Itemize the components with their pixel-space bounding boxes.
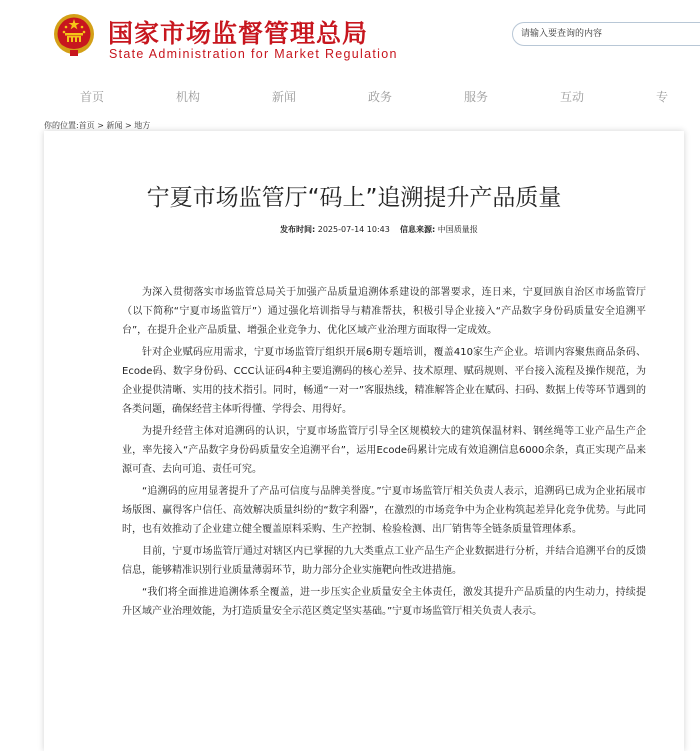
site-header bbox=[0, 0, 700, 80]
breadcrumb-separator: > bbox=[94, 121, 107, 130]
publish-time-label: 发布时间: bbox=[280, 225, 316, 234]
breadcrumb-link-news[interactable]: 新闻 bbox=[106, 121, 123, 130]
source-value: 中国质量报 bbox=[437, 225, 478, 234]
main-nav bbox=[0, 88, 700, 108]
nav-item-interaction[interactable]: 互动 bbox=[560, 90, 585, 104]
article-paragraph: 为提升经营主体对追溯码的认识，宁夏市场监管厅引导全区规模较大的建筑保温材料、钢丝绳等工业产品生产企业，率先接入“产品数字身份码质量安全追溯平台”，运用Ecode码累计完成有效追溯信息6000余条，真正实现产品来源可查、去向可追、责任可究。 bbox=[122, 426, 646, 475]
breadcrumb-separator: > bbox=[122, 121, 135, 130]
article-meta bbox=[280, 224, 478, 235]
article-body bbox=[122, 283, 646, 624]
breadcrumb bbox=[44, 120, 150, 131]
search-box bbox=[512, 22, 700, 46]
nav-item-special[interactable]: 专 bbox=[656, 90, 669, 104]
article-paragraph: 目前，宁夏市场监管厅通过对辖区内已掌握的九大类重点工业产品生产企业数据进行分析，并结合追溯平台的反馈信息，能够精准识别行业质量薄弱环节，助力部分企业实施靶向性改进措施。 bbox=[122, 546, 646, 576]
article-card bbox=[44, 131, 684, 751]
breadcrumb-prefix: 你的位置: bbox=[44, 121, 79, 130]
breadcrumb-link-home[interactable]: 首页 bbox=[78, 121, 95, 130]
nav-item-services[interactable]: 服务 bbox=[464, 90, 489, 104]
publish-time: 2025-07-14 10:43 bbox=[317, 225, 390, 234]
article-paragraph: “追溯码的应用显著提升了产品可信度与品牌美誉度。”宁夏市场监管厅相关负责人表示，追溯码已成为企业拓展市场版图、赢得客户信任、高效解决质量纠纷的“数字利器”，在激烈的市场竞争中为企业构筑起差异化竞争优势。与此同时，也有效推动了企业建立健全覆盖原料采购、生产控制、检验检测、出厂销售等全链条质量管理体系。 bbox=[122, 486, 646, 535]
nav-item-government-affairs[interactable]: 政务 bbox=[368, 90, 393, 104]
source-label: 信息来源: bbox=[400, 225, 436, 234]
site-title-en: State Administration for Market Regulation bbox=[109, 47, 398, 61]
nav-item-home[interactable]: 首页 bbox=[80, 90, 105, 104]
article-paragraph: “我们将全面推进追溯体系全覆盖，进一步压实企业质量安全主体责任，激发其提升产品质量的内生动力，持续提升区域产业治理效能，为打造质量安全示范区奠定坚实基础。”宁夏市场监管厅相关负责人表示。 bbox=[122, 587, 646, 617]
site-title-cn: 国家市场监督管理总局 bbox=[108, 19, 369, 48]
national-emblem-icon[interactable] bbox=[52, 12, 96, 58]
breadcrumb-link-local[interactable]: 地方 bbox=[134, 121, 151, 130]
article-paragraph: 为深入贯彻落实市场监管总局关于加强产品质量追溯体系建设的部署要求，连日来，宁夏回族自治区市场监管厅（以下简称“宁夏市场监管厅”）通过强化培训指导与精准帮扶，积极引导企业接入“产品数字身份码质量安全追溯平台”，在提升企业产品质量、增强企业竞争力、优化区域产业治理方面取得一定成效。 bbox=[122, 287, 646, 336]
article-title: 宁夏市场监管厅“码上”追溯提升产品质量 bbox=[146, 185, 562, 211]
nav-item-news[interactable]: 新闻 bbox=[272, 90, 297, 104]
nav-item-organization[interactable]: 机构 bbox=[176, 90, 201, 104]
search-input[interactable] bbox=[521, 26, 691, 42]
article-paragraph: 针对企业赋码应用需求，宁夏市场监管厅组织开展6期专题培训，覆盖410家生产企业。培训内容聚焦商品条码、Ecode码、数字身份码、CCC认证码4种主要追溯码的核心差异、技术原理、赋码规则、平台接入流程及操作规范，为企业提供清晰、实用的技术指引。同时，畅通“一对一”客服热线，精准解答企业在赋码、扫码、数据上传等环节遇到的各类问题，确保经营主体听得懂、学得会、用得好。 bbox=[122, 347, 646, 415]
